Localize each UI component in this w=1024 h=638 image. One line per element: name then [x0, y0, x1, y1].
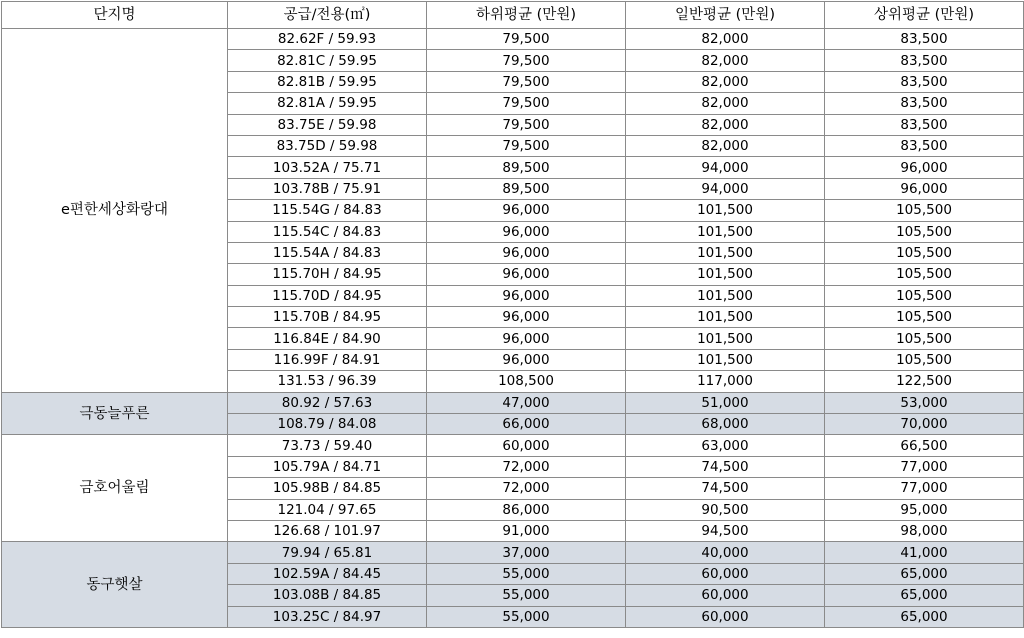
low-avg-cell: 72,000 [427, 456, 626, 477]
high-avg-cell: 83,500 [825, 135, 1024, 156]
low-avg-cell: 108,500 [427, 371, 626, 392]
area-cell: 116.99F / 84.91 [228, 349, 427, 370]
high-avg-cell: 83,500 [825, 50, 1024, 71]
low-avg-cell: 91,000 [427, 520, 626, 541]
complex-name-cell: 금호어울림 [2, 435, 228, 542]
high-avg-cell: 65,000 [825, 585, 1024, 606]
high-avg-cell: 83,500 [825, 71, 1024, 92]
low-avg-cell: 96,000 [427, 349, 626, 370]
high-avg-cell: 105,500 [825, 221, 1024, 242]
mid-avg-cell: 82,000 [626, 71, 825, 92]
area-cell: 73.73 / 59.40 [228, 435, 427, 456]
low-avg-cell: 96,000 [427, 328, 626, 349]
area-cell: 82.62F / 59.93 [228, 29, 427, 50]
mid-avg-cell: 82,000 [626, 29, 825, 50]
low-avg-cell: 72,000 [427, 478, 626, 499]
mid-avg-cell: 94,000 [626, 157, 825, 178]
area-cell: 131.53 / 96.39 [228, 371, 427, 392]
mid-avg-cell: 60,000 [626, 606, 825, 627]
low-avg-cell: 79,500 [427, 135, 626, 156]
high-avg-cell: 96,000 [825, 157, 1024, 178]
area-cell: 102.59A / 84.45 [228, 563, 427, 584]
area-cell: 103.08B / 84.85 [228, 585, 427, 606]
area-cell: 82.81B / 59.95 [228, 71, 427, 92]
low-avg-cell: 60,000 [427, 435, 626, 456]
low-avg-cell: 96,000 [427, 242, 626, 263]
high-avg-cell: 105,500 [825, 349, 1024, 370]
area-cell: 115.54C / 84.83 [228, 221, 427, 242]
area-cell: 83.75D / 59.98 [228, 135, 427, 156]
high-avg-cell: 66,500 [825, 435, 1024, 456]
low-avg-cell: 55,000 [427, 585, 626, 606]
mid-avg-cell: 101,500 [626, 285, 825, 306]
mid-avg-cell: 94,000 [626, 178, 825, 199]
area-cell: 115.54G / 84.83 [228, 200, 427, 221]
low-avg-cell: 79,500 [427, 114, 626, 135]
table-body [2, 29, 1024, 628]
mid-avg-cell: 82,000 [626, 93, 825, 114]
low-avg-cell: 86,000 [427, 499, 626, 520]
area-cell: 80.92 / 57.63 [228, 392, 427, 413]
low-avg-cell: 96,000 [427, 307, 626, 328]
area-cell: 105.79A / 84.71 [228, 456, 427, 477]
high-avg-cell: 77,000 [825, 456, 1024, 477]
low-avg-cell: 79,500 [427, 93, 626, 114]
high-avg-cell: 53,000 [825, 392, 1024, 413]
area-cell: 105.98B / 84.85 [228, 478, 427, 499]
high-avg-cell: 105,500 [825, 328, 1024, 349]
high-avg-cell: 83,500 [825, 93, 1024, 114]
mid-avg-cell: 101,500 [626, 349, 825, 370]
low-avg-cell: 96,000 [427, 264, 626, 285]
mid-avg-cell: 101,500 [626, 200, 825, 221]
low-avg-cell: 96,000 [427, 200, 626, 221]
mid-avg-cell: 101,500 [626, 328, 825, 349]
area-cell: 103.52A / 75.71 [228, 157, 427, 178]
area-cell: 121.04 / 97.65 [228, 499, 427, 520]
mid-avg-cell: 40,000 [626, 542, 825, 563]
header-high-avg: 상위평균 (만원) [825, 2, 1024, 29]
low-avg-cell: 47,000 [427, 392, 626, 413]
area-cell: 115.54A / 84.83 [228, 242, 427, 263]
low-avg-cell: 79,500 [427, 50, 626, 71]
high-avg-cell: 70,000 [825, 414, 1024, 435]
low-avg-cell: 55,000 [427, 606, 626, 627]
complex-name-cell: 극동늘푸른 [2, 392, 228, 435]
high-avg-cell: 105,500 [825, 242, 1024, 263]
mid-avg-cell: 74,500 [626, 456, 825, 477]
low-avg-cell: 96,000 [427, 221, 626, 242]
high-avg-cell: 122,500 [825, 371, 1024, 392]
area-cell: 116.84E / 84.90 [228, 328, 427, 349]
mid-avg-cell: 82,000 [626, 114, 825, 135]
high-avg-cell: 77,000 [825, 478, 1024, 499]
header-row [2, 2, 1024, 29]
low-avg-cell: 55,000 [427, 563, 626, 584]
mid-avg-cell: 60,000 [626, 585, 825, 606]
area-cell: 115.70D / 84.95 [228, 285, 427, 306]
price-table [1, 1, 1024, 628]
low-avg-cell: 96,000 [427, 285, 626, 306]
mid-avg-cell: 68,000 [626, 414, 825, 435]
complex-name-cell: e편한세상화랑대 [2, 29, 228, 393]
area-cell: 115.70B / 84.95 [228, 307, 427, 328]
high-avg-cell: 83,500 [825, 29, 1024, 50]
mid-avg-cell: 60,000 [626, 563, 825, 584]
area-cell: 126.68 / 101.97 [228, 520, 427, 541]
high-avg-cell: 41,000 [825, 542, 1024, 563]
table-row [2, 29, 1024, 50]
mid-avg-cell: 63,000 [626, 435, 825, 456]
header-complex: 단지명 [2, 2, 228, 29]
high-avg-cell: 98,000 [825, 520, 1024, 541]
mid-avg-cell: 94,500 [626, 520, 825, 541]
mid-avg-cell: 82,000 [626, 135, 825, 156]
mid-avg-cell: 82,000 [626, 50, 825, 71]
mid-avg-cell: 117,000 [626, 371, 825, 392]
area-cell: 82.81C / 59.95 [228, 50, 427, 71]
high-avg-cell: 105,500 [825, 200, 1024, 221]
low-avg-cell: 66,000 [427, 414, 626, 435]
mid-avg-cell: 101,500 [626, 264, 825, 285]
area-cell: 83.75E / 59.98 [228, 114, 427, 135]
table-row [2, 542, 1024, 563]
area-cell: 115.70H / 84.95 [228, 264, 427, 285]
area-cell: 79.94 / 65.81 [228, 542, 427, 563]
low-avg-cell: 89,500 [427, 178, 626, 199]
mid-avg-cell: 101,500 [626, 221, 825, 242]
area-cell: 82.81A / 59.95 [228, 93, 427, 114]
high-avg-cell: 96,000 [825, 178, 1024, 199]
high-avg-cell: 65,000 [825, 606, 1024, 627]
high-avg-cell: 95,000 [825, 499, 1024, 520]
high-avg-cell: 105,500 [825, 285, 1024, 306]
area-cell: 103.25C / 84.97 [228, 606, 427, 627]
table-row [2, 392, 1024, 413]
high-avg-cell: 105,500 [825, 307, 1024, 328]
low-avg-cell: 37,000 [427, 542, 626, 563]
low-avg-cell: 89,500 [427, 157, 626, 178]
header-mid-avg: 일반평균 (만원) [626, 2, 825, 29]
area-cell: 108.79 / 84.08 [228, 414, 427, 435]
low-avg-cell: 79,500 [427, 29, 626, 50]
mid-avg-cell: 90,500 [626, 499, 825, 520]
mid-avg-cell: 74,500 [626, 478, 825, 499]
table-row [2, 435, 1024, 456]
complex-name-cell: 동구햇살 [2, 542, 228, 628]
high-avg-cell: 105,500 [825, 264, 1024, 285]
mid-avg-cell: 101,500 [626, 242, 825, 263]
header-area: 공급/전용(㎡) [228, 2, 427, 29]
high-avg-cell: 65,000 [825, 563, 1024, 584]
low-avg-cell: 79,500 [427, 71, 626, 92]
area-cell: 103.78B / 75.91 [228, 178, 427, 199]
high-avg-cell: 83,500 [825, 114, 1024, 135]
mid-avg-cell: 51,000 [626, 392, 825, 413]
mid-avg-cell: 101,500 [626, 307, 825, 328]
header-low-avg: 하위평균 (만원) [427, 2, 626, 29]
